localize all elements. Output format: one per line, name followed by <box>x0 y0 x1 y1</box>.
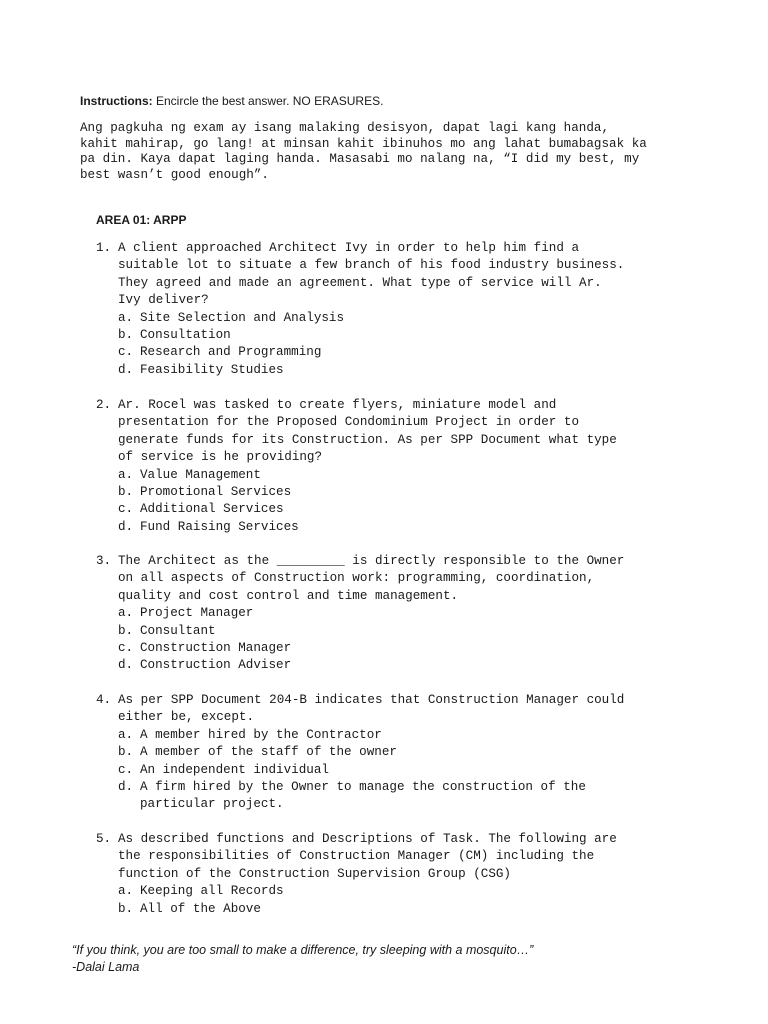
question-text-line: quality and cost control and time management. <box>118 588 459 603</box>
area-title: AREA 01: ARPP <box>96 213 187 227</box>
answer-choice[interactable] <box>118 484 688 501</box>
answer-choice[interactable] <box>118 640 688 657</box>
quote <box>72 942 533 976</box>
question-text-line: the responsibilities of Construction Manager (CM) including the <box>118 849 595 864</box>
question-text-line: A client approached Architect Ivy in order to help him find a <box>118 241 580 255</box>
answer-choice[interactable] <box>118 344 688 361</box>
choice-text: A firm hired by the Owner to manage the construction of the <box>140 779 586 794</box>
choice-letter: a. <box>118 467 134 482</box>
choice-letter: d. <box>118 779 134 794</box>
choice-text: Consultation <box>140 327 231 342</box>
choice-text: An independent individual <box>140 762 329 777</box>
question-text-line: on all aspects of Construction work: programming, coordination, <box>118 571 595 586</box>
choice-text: Promotional Services <box>140 484 292 499</box>
intro-line: best wasn’t good enough”. <box>80 167 269 182</box>
choice-letter: d. <box>118 519 134 534</box>
instructions-label: Instructions: <box>80 94 153 108</box>
answer-choice[interactable] <box>118 883 688 900</box>
question-body <box>118 831 688 918</box>
choice-text: Consultant <box>140 623 216 638</box>
question-body <box>118 692 688 814</box>
answer-choice[interactable] <box>118 901 688 918</box>
question-number: 5. <box>96 832 112 846</box>
choice-text: A member of the staff of the owner <box>140 745 397 760</box>
answer-choice[interactable] <box>118 657 688 674</box>
question-body <box>118 397 688 536</box>
choice-text: Construction Manager <box>140 640 292 655</box>
question-text-line: either be, except. <box>118 710 255 725</box>
intro-line: pa din. Kaya dapat laging handa. Masasabi mo nalang na, “I did my best, my <box>80 152 640 167</box>
choice-text: All of the Above <box>140 901 261 916</box>
intro-paragraph <box>80 121 680 183</box>
choice-letter: a. <box>118 727 134 742</box>
choice-letter: b. <box>118 623 134 638</box>
choice-text-continued: particular project. <box>140 797 284 812</box>
answer-choice[interactable] <box>118 327 688 344</box>
choice-letter: c. <box>118 502 134 517</box>
choice-text: Feasibility Studies <box>140 362 284 377</box>
question-number: 3. <box>96 554 112 568</box>
choice-letter: c. <box>118 345 134 360</box>
choice-letter: d. <box>118 658 134 673</box>
intro-line: kahit mahirap, go lang! at minsan kahit ibinuhos mo ang lahat bumabagsak ka <box>80 136 647 151</box>
choice-letter: a. <box>118 606 134 621</box>
answer-choice[interactable] <box>118 762 688 779</box>
choice-text: Construction Adviser <box>140 658 292 673</box>
question-text-line: As per SPP Document 204-B indicates that Construction Manager could <box>118 693 625 707</box>
choice-letter: b. <box>118 327 134 342</box>
choice-text: A member hired by the Contractor <box>140 727 382 742</box>
choice-letter: b. <box>118 484 134 499</box>
question-text-line: function of the Construction Supervision Group (CSG) <box>118 866 511 881</box>
question-number: 1. <box>96 241 112 255</box>
choice-letter: b. <box>118 745 134 760</box>
quote-text: “If you think, you are too small to make a difference, try sleeping with a mosquito…” <box>72 943 534 957</box>
question-body <box>118 553 688 675</box>
choice-letter: c. <box>118 762 134 777</box>
choice-text: Site Selection and Analysis <box>140 310 345 325</box>
choice-letter: a. <box>118 884 134 899</box>
question-text-line: The Architect as the _________ is directly responsible to the Owner <box>118 554 625 568</box>
choice-letter: a. <box>118 310 134 325</box>
question-text-line: generate funds for its Construction. As per SPP Document what type <box>118 432 617 447</box>
answer-choice[interactable] <box>118 362 688 379</box>
choice-text: Project Manager <box>140 606 254 621</box>
choice-text: Keeping all Records <box>140 884 284 899</box>
instructions-text: Encircle the best answer. NO ERASURES. <box>152 94 384 108</box>
question-text-line: suitable lot to situate a few branch of his food industry business. <box>118 258 625 273</box>
answer-choice[interactable] <box>118 623 688 640</box>
answer-choice[interactable] <box>118 519 688 536</box>
instructions <box>80 93 383 109</box>
question-text-line: Ivy deliver? <box>118 293 209 308</box>
answer-choice[interactable] <box>118 310 688 327</box>
choice-text: Fund Raising Services <box>140 519 299 534</box>
choice-letter: c. <box>118 640 134 655</box>
question-text-line: of service is he providing? <box>118 450 323 465</box>
answer-choice[interactable] <box>118 605 688 622</box>
question-text-line: presentation for the Proposed Condominium Project in order to <box>118 415 580 430</box>
question-text-line: As described functions and Descriptions of Task. The following are <box>118 832 617 846</box>
quote-author: -Dalai Lama <box>72 960 140 974</box>
intro-line: Ang pagkuha ng exam ay isang malaking desisyon, dapat lagi kang handa, <box>80 121 610 135</box>
choice-text: Additional Services <box>140 502 284 517</box>
choice-text: Value Management <box>140 467 261 482</box>
question-number: 2. <box>96 398 112 412</box>
question-text-line: They agreed and made an agreement. What type of service will Ar. <box>118 275 602 290</box>
question-text-line: Ar. Rocel was tasked to create flyers, miniature model and <box>118 398 557 412</box>
answer-choice[interactable] <box>118 744 688 761</box>
answer-choice[interactable] <box>118 779 688 796</box>
answer-choice[interactable] <box>118 727 688 744</box>
choice-text: Research and Programming <box>140 345 322 360</box>
answer-choice[interactable] <box>118 501 688 518</box>
choice-letter: b. <box>118 901 134 916</box>
question-body <box>118 240 688 379</box>
question-number: 4. <box>96 693 112 707</box>
choice-letter: d. <box>118 362 134 377</box>
answer-choice[interactable] <box>118 467 688 484</box>
